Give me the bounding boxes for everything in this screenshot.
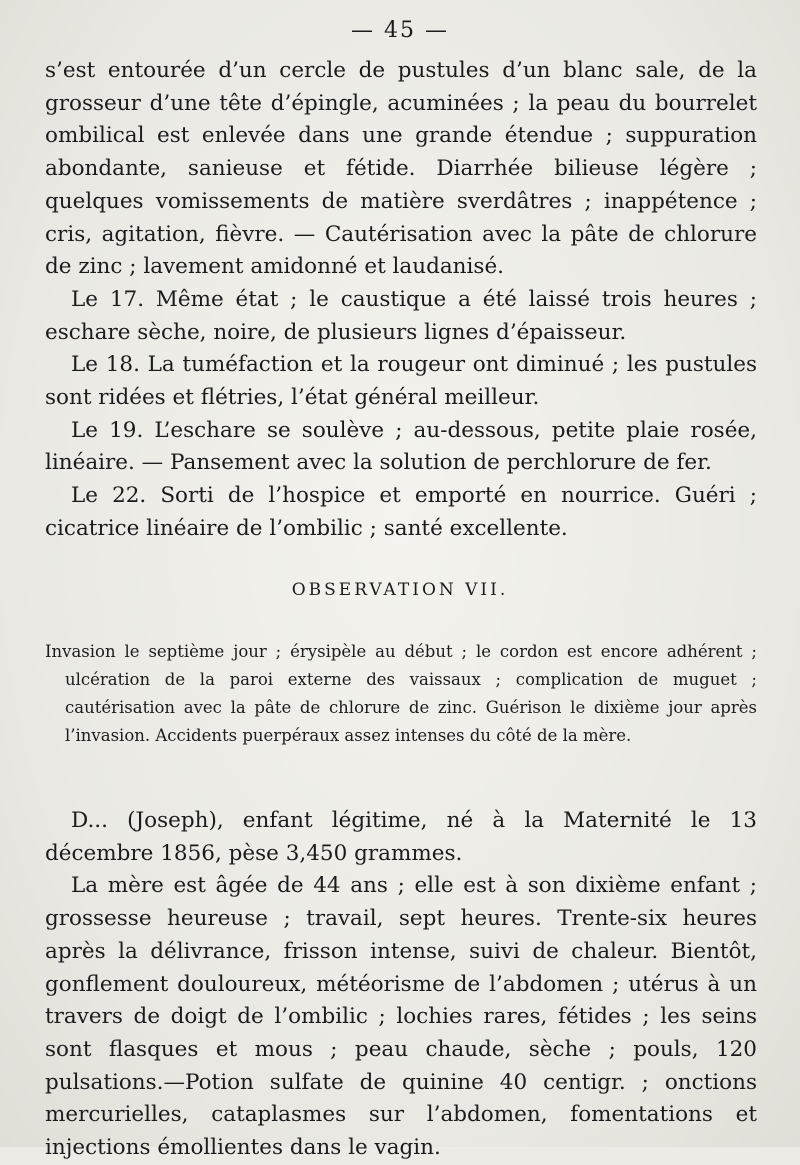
paragraph: s’est entourée d’un cercle de pustules d’un blanc sale, de la grosseur d’une tête d’épingle, acuminées ; la peau du bourrelet ombilical est enlevée dans une grande étendue ; suppuration abondante, sanieuse et fétide. Diarrhée bilieuse légère ; quelques vomissements de matière sverdâtres ; inappétence ; cris, agitation, fièvre. — Cautérisation avec la pâte de chlorure de zinc ; lavement amidonné et laudanisé.: [45, 58, 757, 280]
section-heading: OBSERVATION VII.: [291, 580, 509, 600]
paragraph: D... (Joseph), enfant légitime, né à la Maternité le 13 décembre 1856, pèse 3,450 grammes.: [45, 808, 757, 866]
paragraph: Le 18. La tuméfaction et la rougeur ont diminué ; les pustules sont ridées et flétries, l’état général meilleur.: [45, 352, 757, 411]
paragraph: Le 17. Même état ; le caustique a été laissé trois heures ; eschare sèche, noire, de plusieurs lignes d’épaisseur.: [45, 286, 757, 345]
paragraph: Le 19. L’eschare se soulève ; au-dessous, petite plaie rosée, linéaire. — Pansement avec la solution de perchlorure de fer.: [45, 417, 757, 476]
summary-text: Invasion le septième jour ; érysipèle au début ; le cordon est encore adhérent ; ulcération de la paroi externe des vaissaux ; complication de muguet ; cautérisation avec la pâte de chlorure de zinc. Guérison le dixième jour après l’invasion. Accidents puerpéraux assez intenses du côté de la mère.: [45, 642, 757, 745]
page-number: — 45 —: [351, 18, 449, 43]
paragraph: La mère est âgée de 44 ans ; elle est à son dixième enfant ; grossesse heureuse ; travail, sept heures. Trente-six heures après la délivrance, frisson intense, suivi de chaleur. Bientôt, gonflement douloureux, météorisme de l’abdomen ; utérus à un travers de doigt de l’ombilic ; lochies rares, fétides ; les seins sont flasques et mous ; peau chaude, sèche ; pouls, 120 pulsations.—Potion sulfate de quinine 40 centigr. ; onctions mercurielles, cataplasmes sur l’abdomen, fomentations et injections émollientes dans le vagin.: [45, 873, 757, 1161]
paragraph: Le 22. Sorti de l’hospice et emporté en nourrice. Guéri ; cicatrice linéaire de l’ombilic ; santé excellente.: [45, 483, 757, 541]
case-continuation: [45, 55, 757, 546]
case-description: [45, 805, 757, 1165]
observation-summary: [45, 638, 757, 750]
